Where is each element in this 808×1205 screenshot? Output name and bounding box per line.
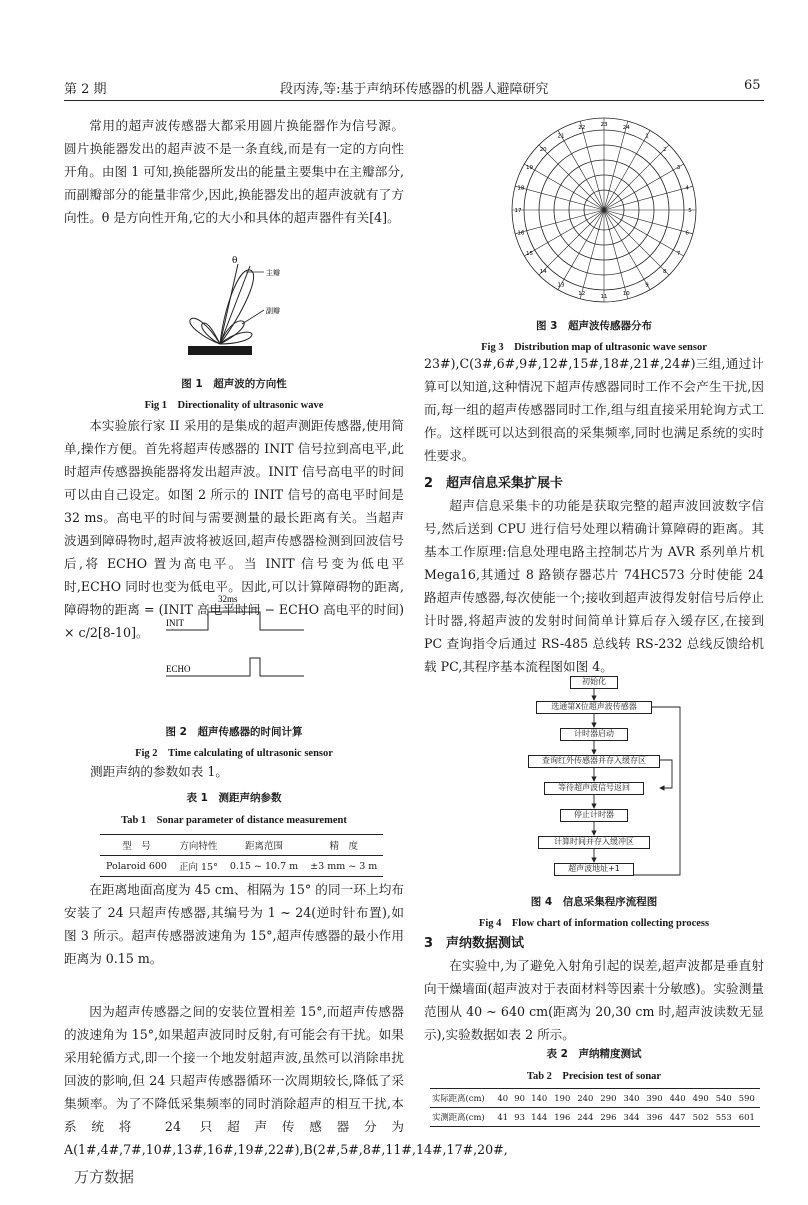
sensor-number-label: 22 [578,124,586,131]
table-cell: 41 [497,1112,509,1122]
watermark: 万方数据 [74,1168,135,1186]
flow-step-compute-store: 计算时间并存入缓冲区 [538,836,650,849]
fig4-caption-cn: 图 4 信息采集程序流程图 [530,896,658,908]
table1-header: 精 度 [329,841,358,852]
flow-step-select-sensor: 选通第X位超声波传感器 [536,701,652,714]
sensor-number-label: 12 [578,291,586,298]
polar-spoke [524,164,604,210]
sensor-number-label: 21 [557,133,565,140]
table-cell: 344 [623,1112,640,1122]
table1-caption-en: Tab 1 Sonar parameter of distance measurement [121,815,347,826]
table1-header: 方向特性 [179,841,218,852]
table-cell: 540 [715,1093,732,1103]
sensor-number-label: 7 [676,251,681,257]
sensor-number-label: 14 [539,268,547,275]
table-cell: 440 [669,1093,686,1103]
polar-spoke [604,210,628,299]
figure-4-flowchart [424,672,764,890]
fig4-caption-en: Fig 4 Flow chart of information collecting process [478,918,710,929]
row-label: 实际距离(cm) [432,1093,485,1103]
table-cell: 296 [600,1112,617,1122]
sensor-number-label: 4 [685,185,689,192]
table-cell: 340 [623,1093,640,1103]
table1-caption-cn: 表 1 测距声纳参数 [186,792,282,804]
table-2-precision-test [430,1088,760,1127]
flow-step-query-infrared: 查询红外传感器并存入缓存区 [528,755,660,768]
side-lobe-label: 副瓣 [266,307,280,315]
flow-step-address-increment: 超声波地址+1 [554,863,634,876]
timing-32ms-label: 32ms [218,594,238,604]
section-3-heading: 3 声纳数据测试 [424,936,525,951]
table-cell: 196 [554,1112,571,1122]
header-rule [64,100,764,101]
sensor-number-label: 6 [685,230,689,237]
table-cell: 40 [497,1093,509,1103]
polar-spoke [580,121,604,210]
sensor-number-label: 1 [645,133,649,140]
table2-caption-cn: 表 2 声纳精度测试 [546,1048,642,1060]
polar-spoke [558,130,604,210]
polar-spoke [604,121,628,210]
polar-spoke [539,145,604,210]
sensor-number-label: 16 [517,230,525,237]
row-label: 实测距离(cm) [432,1112,485,1122]
polar-spoke [515,210,604,237]
figure-3-sensor-ring [504,110,704,310]
fig1-caption-cn: 图 1 超声波的方向性 [181,378,287,390]
sensor-number-label: 3 [676,165,681,171]
sensor-number-label: 23 [600,122,608,128]
paragraph-polling: 23#),C(3#,6#,9#,12#,15#,18#,21#,24#)三组,通过计算可以知道,这种情况下超声传感器同时工作不会产生干扰,因而,每一组的超声传感器同时工作,组与组直接采用轮询方式工作。这样既可以达到很高的采集频率,同时也满足系统的实时性要求。 [424,356,764,463]
table-cell: 502 [692,1112,709,1122]
paragraph-sonar-test: 在实验中,为了避免入射角引起的误差,超声波都是垂直射向干燥墙面(超声波对于表面材料等因素十分敏感)。实验测量范围从 40 ~ 640 cm(距离为 20,30 cm 时,超声波读数无显示),实验数据如表 2 所示。 [424,958,764,1042]
polar-spoke [515,186,604,210]
sensor-number-label: 13 [557,282,565,289]
section-2-heading: 2 超声信息采集扩展卡 [424,476,564,491]
table2-caption-en: Tab 2 Precision test of sonar [526,1071,662,1082]
paragraph-sensor-layout: 在距离地面高度为 45 cm、相隔为 15° 的同一环上均布安装了 24 只超声传感器,其编号为 1 ~ 24(逆时针布置),如图 3 所示。超声传感器波速角为 15°,超声传感器的最小作用距离为 0.15 m。 [64,882,404,966]
table-row [430,1089,760,1108]
sensor-number-label: 20 [539,147,547,154]
table-cell: 601 [738,1112,755,1122]
table-cell: 290 [600,1093,617,1103]
table-cell: 447 [669,1112,686,1122]
fig2-caption-cn: 图 2 超声传感器的时间计算 [165,726,303,738]
polar-spoke [604,210,650,290]
polar-spoke [604,164,684,210]
fig3-caption-en: Fig 3 Distribution map of ultrasonic wave sensor [481,342,707,353]
polar-spoke [604,210,684,256]
figure-1-directionality [180,254,290,360]
sensor-number-label: 18 [517,185,525,192]
table-cell: 490 [692,1093,709,1103]
main-lobe-label: 主瓣 [266,269,280,277]
table-cell: 93 [514,1112,525,1122]
issue-number: 第 2 期 [64,82,107,97]
table-cell: 240 [577,1093,594,1103]
flow-step-stop-timer: 停止计时器 [560,809,628,822]
table-cell: 90 [514,1093,525,1103]
paragraph-collection-card: 超声信息采集卡的功能是获取完整的超声波回波数字信号,然后送到 CPU 进行信号处理以精确计算障碍的距离。其基本工作原理:信息处理电路主控制芯片为 AVR 系列单片机 Mega16,其通过 8 路锁存器芯片 74HC573 分时使能 24 路超声传感器,每次使能一个;接收到超声波得发射信号后停止计时器,将超声波的发射时间简单计算后存入缓存区,在接到 PC 查询指令后通过 RS-485 总线转 RS-232 总线反馈给机载 PC,其程序基本流程图如图 4。 [424,498,764,674]
figure-2-timing [160,592,310,712]
table1-header: 型 号 [122,841,151,852]
polar-spoke [604,130,650,210]
flow-step-start-timer: 计时器启动 [560,728,628,741]
page-number: 65 [744,78,761,93]
polar-spoke [558,210,604,290]
table-cell: 244 [577,1112,594,1122]
polar-spoke [604,210,669,275]
polar-spoke [524,210,604,256]
theta-label: θ [232,256,238,266]
sensor-number-label: 9 [645,282,649,289]
table1-intro: 测距声纳的参数如表 1。 [90,764,228,779]
fig2-caption-en: Fig 2 Time calculating of ultrasonic sensor [135,748,333,759]
table-1-sonar-parameters [100,834,383,877]
paragraph-directionality: 常用的超声波传感器大都采用圆片换能器作为信号源。圆片换能器发出的超声波不是一条直线,而是有一定的方向性开角。由图 1 可知,换能器所发出的能量主要集中在主瓣部分,而副瓣部分的能量非常少,因此,换能器发出的超声波就有了方向性。θ 是方向性开角,它的大小和具体的超声器件有关[4]。 [64,118,404,225]
echo-label: ECHO [166,664,191,674]
running-title: 段丙涛,等:基于声纳环传感器的机器人避障研究 [280,82,549,97]
flow-step-init: 初始化 [570,676,618,689]
init-label: INIT [166,618,184,628]
polar-spoke [580,210,604,299]
paragraph-grouping: 因为超声传感器之间的安装位置相差 15°,而超声传感器的波速角为 15°,如果超声波同时反射,有可能会有干扰。如果采用轮循方式,即一个接一个地发射超声波,虽然可以消除串扰回波的影响,但 24 只超声传感器循环一次周期较长,降低了采集频率。为了不降低采集频率的同时消除超声的相互干扰,本系统将 24 只超声传感器分为 A(1#,4#,7#,10#,13#,16#,19#,22#),B(2#,5#,8#,11#,14#,17#,20#, [64,1004,508,1157]
sensor-number-label: 17 [514,208,522,214]
table-cell: 190 [554,1093,571,1103]
flow-step-wait-echo: 等待超声波信号返回 [544,782,644,795]
sensor-number-label: 10 [622,291,630,298]
table-cell: 396 [646,1112,663,1122]
polar-spoke [539,210,604,275]
polar-spoke [604,210,693,237]
sensor-number-label: 2 [663,147,667,154]
table1-header: 距离范围 [244,841,283,852]
polar-spoke [604,145,669,210]
fig3-caption-cn: 图 3 超声波传感器分布 [536,320,652,332]
sensor-number-label: 5 [688,208,692,214]
sensor-number-label: 8 [663,268,667,275]
sensor-number-label: 19 [526,165,534,171]
fig1-caption-en: Fig 1 Directionality of ultrasonic wave [144,400,324,411]
sensor-number-label: 15 [526,251,534,257]
paragraph-sensor-timing: 本实验旅行家 II 采用的是集成的超声测距传感器,使用简单,操作方便。首先将超声传感器的 INIT 信号拉到高电平,此时超声传感器换能器将发出超声波。INIT 信号高电平的时间可以由自己设定。如图 2 所示的 INIT 信号的高电平时间是 32 ms。高电平的时间与需要测量的最长距离有关。当超声波遇到障碍物时,超声波将被返回,超声传感器检测到回波信号后,将 ECHO 置为高电平。当 INIT 信号变为低电平时,ECHO 同时也变为低电平。因此,可以计算障碍物的距离,障碍物的距离 = (INIT 高电平时间 − ECHO 高电平的时间) × c/2[8-10]。 [64,418,404,640]
table-cell: 590 [738,1093,755,1103]
table-cell: 390 [646,1093,663,1103]
table-row: Polaroid 600 正向 15° 0.15 ~ 10.7 m ±3 mm ~ 3 m [106,860,378,873]
sensor-number-label: 11 [600,294,608,300]
table-cell: 553 [715,1112,732,1122]
table-row [430,1108,760,1127]
table-cell: 144 [531,1112,548,1122]
sensor-number-label: 24 [622,124,630,131]
polar-spoke [604,186,693,210]
table-cell: 140 [531,1093,548,1103]
